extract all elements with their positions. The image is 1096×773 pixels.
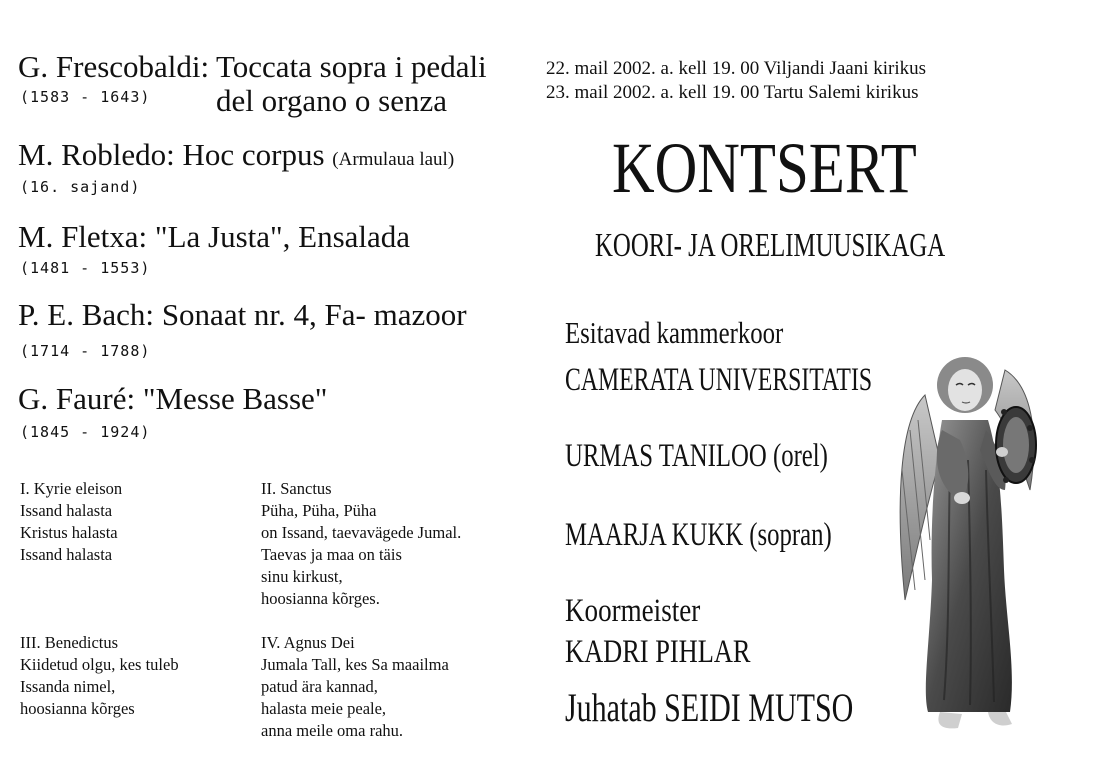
soprano: MAARJA KUKK (sopran)	[565, 517, 832, 553]
dates-1: (1583 - 1643)	[20, 88, 151, 106]
mass-agnus-dei: IV. Agnus Dei Jumala Tall, kes Sa maailma patud ära kannad, halasta meie peale, anna meile oma rahu.	[261, 633, 449, 740]
angel-illustration	[880, 340, 1050, 730]
organist: URMAS TANILOO (orel)	[565, 438, 828, 474]
composer-3: M. Fletxa: "La Justa", Ensalada	[18, 219, 411, 254]
performers-intro: Esitavad kammerkoor	[565, 315, 784, 350]
schedule: 22. mail 2002. a. kell 19. 00 Viljandi Jaani kirikus 23. mail 2002. a. kell 19. 00 Tartu Salemi kirikus	[546, 58, 927, 103]
composer-4: P. E. Bach: Sonaat nr. 4, Fa- mazoor	[18, 297, 467, 332]
concert-subtitle: KOORI- JA ORELIMUUSIKAGA	[595, 227, 946, 264]
choirmaster-name: KADRI PIHLAR	[565, 634, 751, 670]
mass-sanctus: II. Sanctus Püha, Püha, Püha on Issand, taevavägede Jumal. Taevas ja maa on täis sinu kirkust, hoosianna kõrges.	[261, 479, 462, 608]
dates-4: (1714 - 1788)	[20, 342, 151, 360]
choirmaster-label: Koormeister	[565, 593, 701, 629]
dates-3: (1481 - 1553)	[20, 259, 151, 277]
work-1: Toccata sopra i pedali del organo o senza	[216, 49, 487, 118]
concert-title: KONTSERT	[612, 128, 917, 208]
composer-5: G. Fauré: "Messe Basse"	[18, 381, 328, 416]
conductor: Juhatab SEIDI MUTSO	[565, 685, 854, 730]
choir-name: CAMERATA UNIVERSITATIS	[565, 362, 873, 398]
dates-2: (16. sajand)	[20, 178, 141, 196]
mass-benedictus: III. Benedictus Kiidetud olgu, kes tuleb Issanda nimel, hoosianna kõrges	[20, 633, 179, 718]
dates-5: (1845 - 1924)	[20, 423, 151, 441]
composer-2: M. Robledo: Hoc corpus (Armulaua laul)	[18, 137, 455, 172]
mass-kyrie: I. Kyrie eleison Issand halasta Kristus halasta Issand halasta	[20, 479, 123, 564]
composer-1: G. Frescobaldi:	[18, 49, 210, 84]
